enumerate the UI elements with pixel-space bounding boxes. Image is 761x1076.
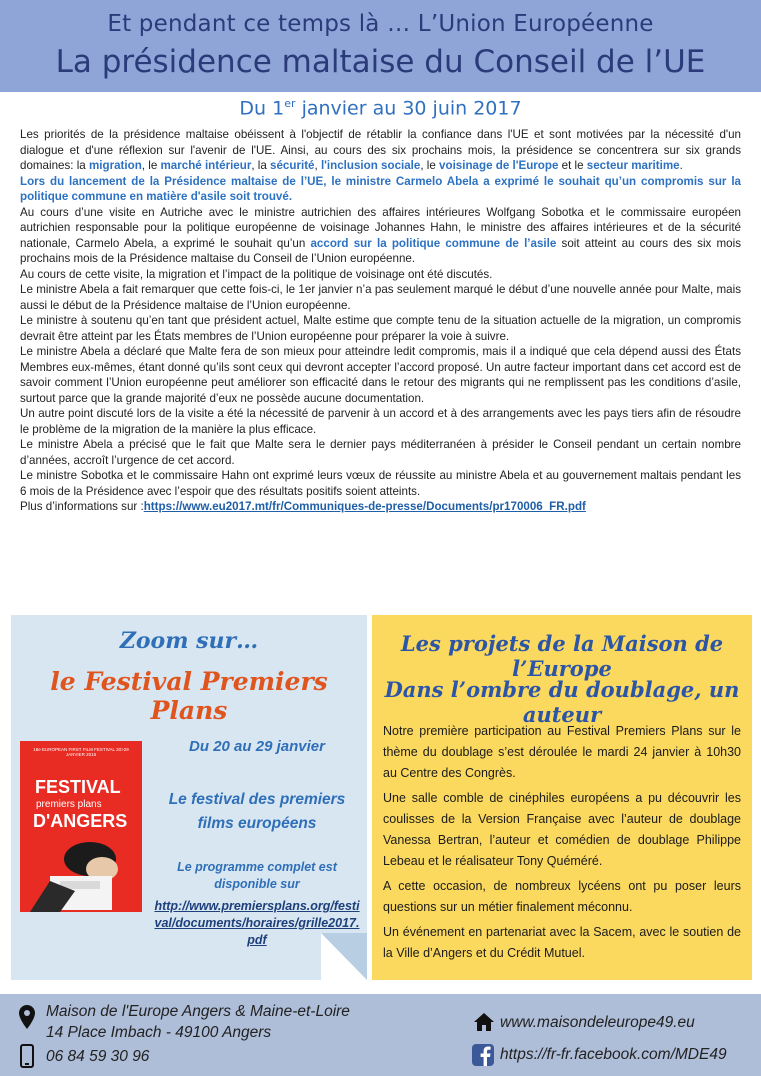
article-paragraph: Le ministre Abela a précisé que le fait que Malte sera le dernier pays méditerranéen à présider le Conseil pendant un certain nombre d’années, accroît l’urgence de cet accord. [20,438,741,467]
article-paragraph: Le ministre Sobotka et le commissaire Hahn ont exprimé leurs vœux de réussite au ministre Abela et au gouvernement maltais pendant les 6 mois de la Présidence avec l’espoir que des résultats positifs soient atteints. [20,469,741,498]
keyword-securite: sécurité [270,159,315,172]
dates-prefix: Du 1 [239,97,285,120]
keyword-marche: marché intérieur [160,159,252,172]
header-title: La présidence maltaise du Conseil de l’UE [55,44,706,80]
article-body [20,127,741,515]
projets-subtitle: Dans l’ombre du doublage, un auteur [384,677,740,727]
more-info [20,499,741,515]
projets-title: Les projets de la Maison de l’Europe [400,631,724,681]
article-paragraph: Un autre point discuté lors de la visite a été la nécessité de parvenir à un accord et à des arrangements avec les pays tiers afin de résoudre le problème de la migration de la manière la plus efficace. [20,407,741,436]
poster-figure-icon [20,741,142,912]
projets-text [383,721,741,964]
footer-website[interactable]: www.maisondeleurope49.eu [500,1014,695,1031]
article-paragraph [20,205,741,267]
text: Les priorités de la présidence maltaise obéissent à l'objectif de rétablir la confiance dans l'UE et sont motivées par la nécessité d'un dialogue et d'une réflexion sur l'avenir de l'UE. Ainsi, au cours des six prochains mois, la présidence se concentrera sur six grands domaines: la [20,128,741,172]
poster-top-text: 18e EUROPEAN FIRST FILM FESTIVAL 20>29 JANVIER 2016 [33,747,129,757]
header-line1: Et pendant ce temps là … L’Union Européenne [107,11,654,37]
zoom-festival-title: le Festival Premiers Plans [50,667,328,725]
zoom-panel [11,615,367,980]
phone-icon [20,1044,34,1068]
keyword-voisinage: voisinage de l'Europe [439,159,559,172]
poster-angers: D'ANGERS [33,811,128,831]
text: , [314,159,321,172]
text: et le [558,159,587,172]
dates-sup: er [284,97,296,110]
page-fold-corner [321,933,367,980]
keyword-inclusion: l'inclusion sociale [320,159,421,172]
article-paragraph [20,127,741,174]
footer-org: Maison de l'Europe Angers & Maine-et-Loire [46,1003,350,1020]
text: soit atteint au cours des six mois prochains mois de la Présidence maltaise du Conseil de l’Union européenne. [20,236,742,265]
facebook-icon [472,1044,494,1066]
footer [0,994,761,1076]
projets-paragraph: Une salle comble de cinéphiles européens a pu découvrir les coulisses de la Version Française avec l’auteur de doublage Vanessa Bertran, l’auteur et comédien de doublage Philippe Lebeau et le réalisateur Tony Quéméré. [383,791,741,868]
article-highlight-paragraph: Lors du lancement de la Présidence maltaise de l’UE, le ministre Carmelo Abela a exprimé le souhait qu’un compromis sur la politique commune en matière d'asile soit trouvé. [20,174,741,203]
zoom-title: Zoom sur… [119,628,259,654]
footer-phone: 06 84 59 30 96 [46,1048,150,1065]
text: Au cours d’une visite en Autriche avec le ministre autrichien des affaires intérieures Wolfgang Sobotka et le commissaire européen autrichien responsable pour la politique européenne de voisinage Johannes Hahn, le ministre des affaires intérieures et de la sécurité nationale, Carmelo Abela, a exprimé le souhait qu’un [20,205,741,250]
article-paragraph: Le ministre à soutenu qu’en tant que président actuel, Malte estime que compte tenu de la situation actuelle de la migration, un compromis devrait être atteint par les États membres de l’Union européenne pour préparer la voie à suivre. [20,314,741,343]
festival-subtitle: Le festival des premiers films européens [168,791,346,832]
programme-link[interactable]: http://www.premiersplans.org/festival/documents/horaires/grille2017.pdf [154,899,360,947]
text: . [679,159,683,172]
press-release-link[interactable]: https://www.eu2017.mt/fr/Communiques-de-presse/Documents/pr170006_FR.pdf [143,500,586,513]
footer-facebook[interactable]: https://fr-fr.facebook.com/MDE49 [500,1046,727,1063]
keyword-maritime: secteur maritime [586,159,680,172]
header-banner [0,0,761,92]
text: , le [420,159,440,172]
festival-poster-image [20,741,142,912]
poster-festival: FESTIVAL [35,777,121,797]
article-paragraph: Le ministre Abela a fait remarquer que cette fois-ci, le 1er janvier n’a pas seulement marqué le début d’une nouvelle année pour Malte, mais aussi le début de la Présidence maltaise de l’Union européenne. [20,283,741,312]
footer-address: 14 Place Imbach - 49100 Angers [46,1024,272,1041]
map-pin-icon [19,1005,35,1029]
poster-premiers-plans: premiers plans [36,799,102,810]
presidency-dates [0,97,761,119]
more-info-label: Plus d’informations sur : [20,500,144,513]
text: , le [141,159,161,172]
dates-suffix: janvier au 30 juin 2017 [295,97,522,120]
projets-paragraph: Un événement en partenariat avec la Sacem, avec le soutien de la Ville d’Angers et du Crédit Mutuel. [383,925,741,960]
article-paragraph: Le ministre Abela a déclaré que Malte fera de son mieux pour atteindre ledit compromis, mais il a indiqué que cela dépend aussi des États Membres eux-mêmes, étant donné qu’ils sont ceux qui devront accepter l’accord proposé. Un autre facteur important dans cet accord est de savoir comment l’Union européenne peut améliorer son efficacité dans le retour des migrants qui ne remplissent pas les conditions d’asile, surtout parce que la grande majorité d’eux ne possède aucune documentation. [20,345,741,405]
projets-paragraph: A cette occasion, de nombreux lycéens ont pu poser leurs questions sur un métier finalement méconnu. [383,879,741,914]
keyword-asile: accord sur la politique commune de l’asile [310,236,557,250]
projets-paragraph: Notre première participation au Festival Premiers Plans sur le thème du doublage s’est déroulée le mardi 24 janvier à 10h30 au Centre des Congrès. [383,724,741,780]
keyword-migration: migration [88,159,142,172]
festival-dates: Du 20 au 29 janvier [189,738,325,755]
programme-label: Le programme complet est disponible sur [177,860,337,891]
article-paragraph: Au cours de cette visite, la migration et l’impact de la politique de voisinage ont été discutés. [20,267,493,281]
home-icon [473,1012,495,1032]
text: , la [251,159,271,172]
